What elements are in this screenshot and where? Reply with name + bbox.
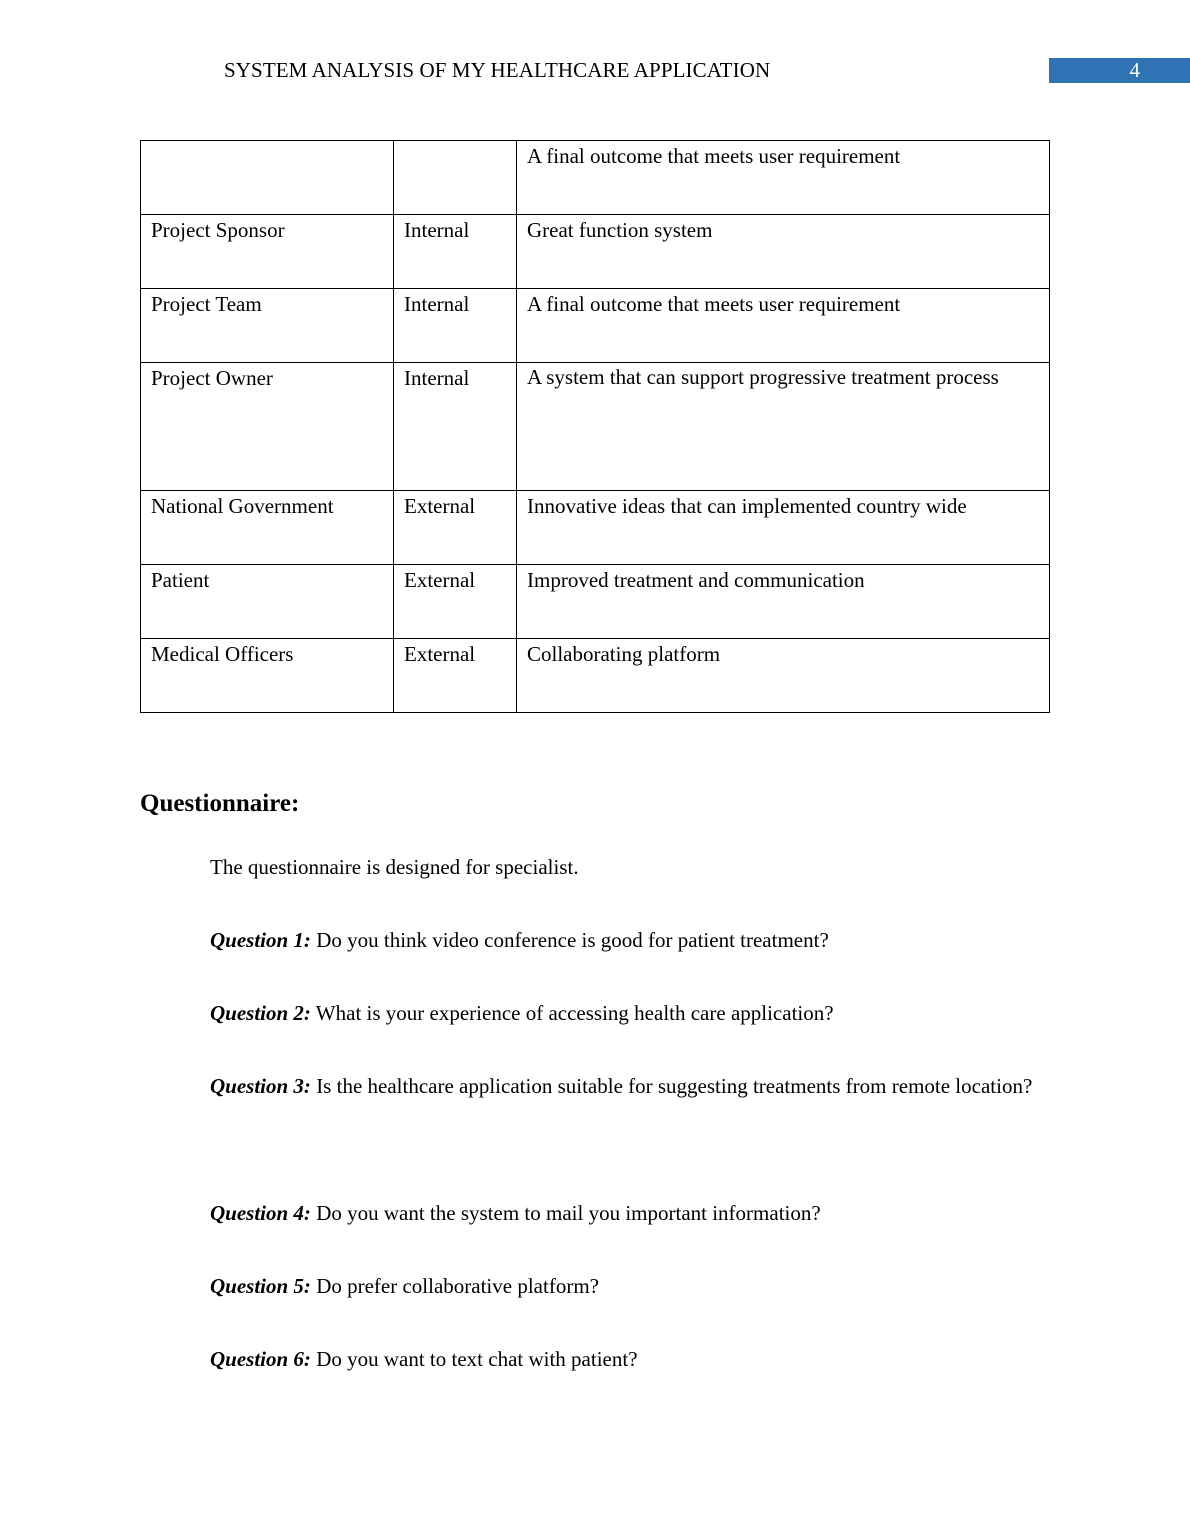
table-row bbox=[141, 215, 1050, 289]
question-label: Question 1: bbox=[210, 928, 311, 952]
table-row bbox=[141, 565, 1050, 639]
question-label: Question 2: bbox=[210, 1001, 311, 1025]
question-6 bbox=[140, 1332, 1049, 1386]
stakeholder-table bbox=[140, 140, 1050, 713]
question-text: Is the healthcare application suitable for suggesting treatments from remote location? bbox=[310, 1074, 1033, 1098]
type-cell: External bbox=[394, 639, 517, 713]
table-row bbox=[141, 491, 1050, 565]
question-label: Question 4: bbox=[210, 1201, 311, 1225]
page-number: 4 bbox=[1129, 58, 1140, 82]
questionnaire-intro: The questionnaire is designed for specialist. bbox=[210, 855, 579, 879]
question-4 bbox=[140, 1186, 1049, 1240]
expectation-cell: A final outcome that meets user requirement bbox=[517, 289, 1050, 363]
expectation-cell: Improved treatment and communication bbox=[517, 565, 1050, 639]
type-cell: Internal bbox=[394, 215, 517, 289]
stakeholder-cell: Project Team bbox=[141, 289, 394, 363]
question-label: Question 5: bbox=[210, 1274, 311, 1298]
type-cell bbox=[394, 141, 517, 215]
type-cell: Internal bbox=[394, 289, 517, 363]
expectation-cell: A final outcome that meets user requirement bbox=[517, 141, 1050, 215]
table-row bbox=[141, 363, 1050, 491]
expectation-cell: Great function system bbox=[517, 215, 1050, 289]
table-row bbox=[141, 141, 1050, 215]
question-2 bbox=[140, 986, 1049, 1040]
question-text: Do you think video conference is good for patient treatment? bbox=[310, 928, 829, 952]
question-5 bbox=[140, 1259, 1049, 1313]
stakeholder-cell: National Government bbox=[141, 491, 394, 565]
question-label: Question 6: bbox=[210, 1347, 311, 1371]
stakeholder-cell bbox=[141, 141, 394, 215]
question-text: What is your experience of accessing health care application? bbox=[310, 1001, 834, 1025]
running-header-title: SYSTEM ANALYSIS OF MY HEALTHCARE APPLICATION bbox=[224, 58, 771, 82]
expectation-cell: Innovative ideas that can implemented country wide bbox=[517, 491, 1050, 565]
stakeholder-cell: Medical Officers bbox=[141, 639, 394, 713]
question-text: Do prefer collaborative platform? bbox=[310, 1274, 599, 1298]
stakeholder-cell: Patient bbox=[141, 565, 394, 639]
question-text: Do you want to text chat with patient? bbox=[310, 1347, 638, 1371]
page-number-badge bbox=[1049, 58, 1190, 83]
type-cell: External bbox=[394, 491, 517, 565]
type-cell: External bbox=[394, 565, 517, 639]
type-cell: Internal bbox=[394, 363, 517, 491]
question-text: Do you want the system to mail you important information? bbox=[310, 1201, 821, 1225]
stakeholder-cell: Project Sponsor bbox=[141, 215, 394, 289]
stakeholder-cell: Project Owner bbox=[141, 363, 394, 491]
questionnaire-heading: Questionnaire: bbox=[140, 790, 300, 817]
table-row bbox=[141, 639, 1050, 713]
question-1 bbox=[140, 913, 1049, 967]
question-label: Question 3: bbox=[210, 1074, 311, 1098]
question-3 bbox=[140, 1059, 1049, 1113]
expectation-cell: Collaborating platform bbox=[517, 639, 1050, 713]
expectation-cell: A system that can support progressive treatment process bbox=[517, 363, 1050, 491]
